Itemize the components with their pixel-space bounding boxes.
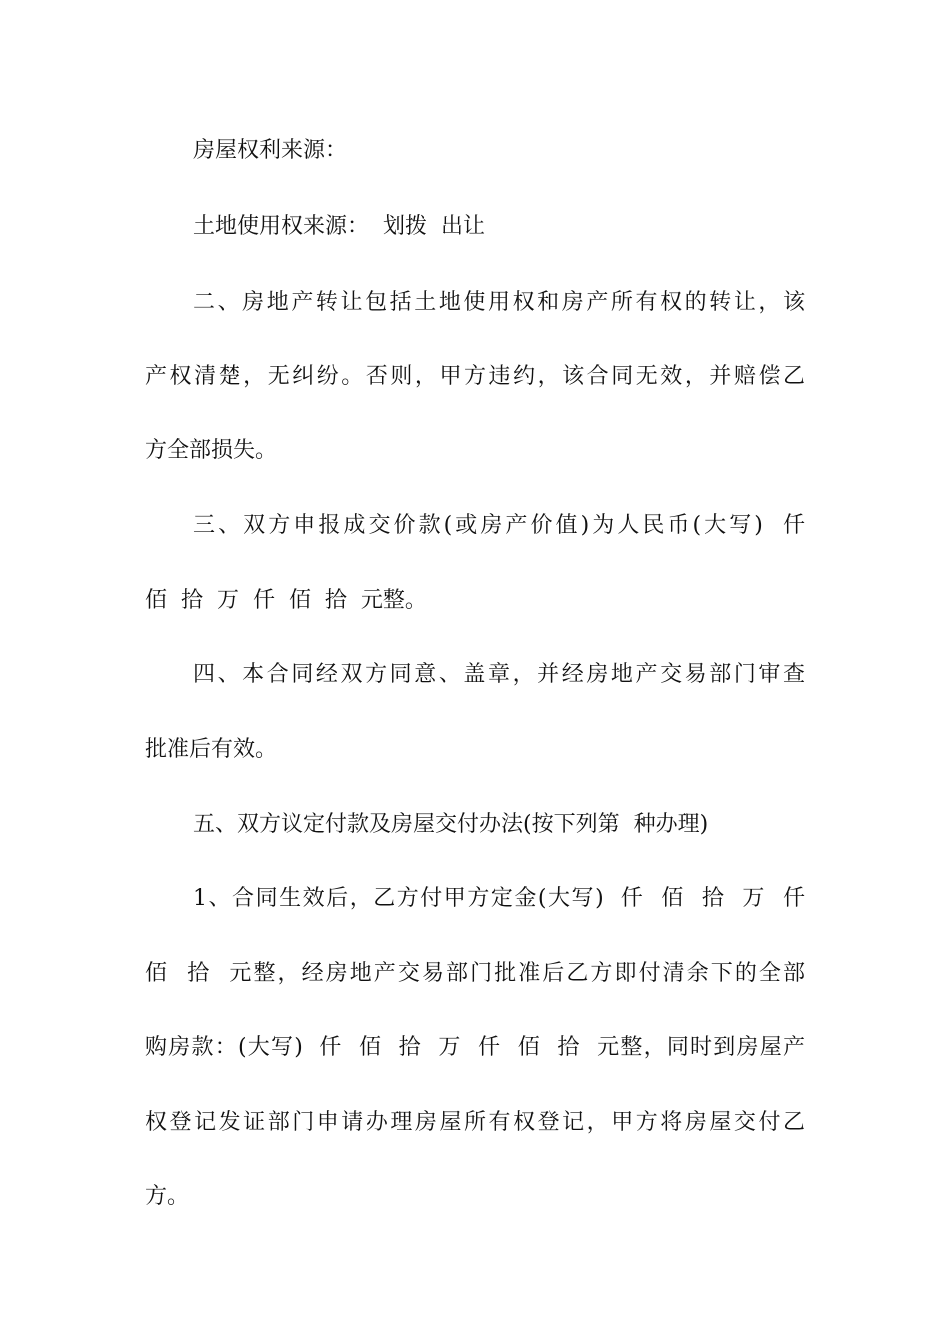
text-line-clause-4-end: 批准后有效。 xyxy=(145,737,278,762)
text-line-clause-2-end: 方全部损失。 xyxy=(145,438,278,463)
text-line-clause-2-middle: 产权清楚，无纠纷。否则，甲方违约，该合同无效，并赔偿乙 xyxy=(145,364,805,389)
text-line-clause-3-end: 佰 拾 万 仟 佰 拾 元整。 xyxy=(145,588,427,613)
text-line-item-1-line-2: 佰 拾 元整，经房地产交易部门批准后乙方即付清余下的全部 xyxy=(145,961,805,986)
text-line-clause-4-start: 四、本合同经双方同意、盖章，并经房地产交易部门审查 xyxy=(193,662,805,687)
text-line-clause-3-start: 三、双方申报成交价款(或房产价值)为人民币(大写) 仟 xyxy=(193,513,805,538)
text-line-clause-2-start: 二、房地产转让包括土地使用权和房产所有权的转让，该 xyxy=(193,290,805,315)
text-line-clause-5-heading: 五、双方议定付款及房屋交付办法(按下列第 种办理) xyxy=(193,812,709,837)
text-line-item-1-end: 方。 xyxy=(145,1184,190,1209)
text-line-item-1-line-3: 购房款：(大写) 仟 佰 拾 万 仟 佰 拾 元整，同时到房屋产 xyxy=(145,1035,805,1060)
text-line-land-use-right-source: 土地使用权来源： 划拨 出让 xyxy=(193,214,485,239)
text-line-house-right-source: 房屋权利来源： xyxy=(193,138,348,163)
text-line-item-1-line-4: 权登记发证部门申请办理房屋所有权登记，甲方将房屋交付乙 xyxy=(145,1110,805,1135)
text-line-item-1-start: 1、合同生效后，乙方付甲方定金(大写) 仟 佰 拾 万 仟 xyxy=(193,886,805,911)
